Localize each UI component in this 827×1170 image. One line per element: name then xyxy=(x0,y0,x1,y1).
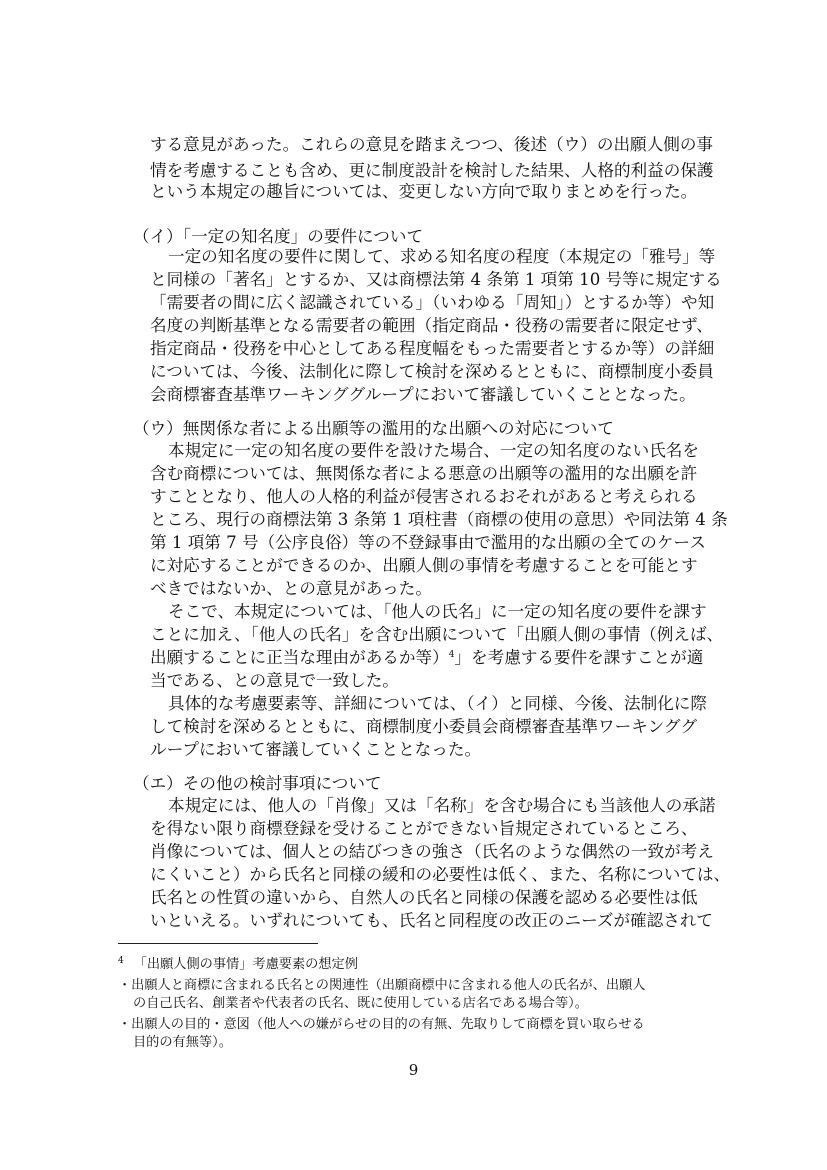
text-segment: 出願することに正当な理由があるか等） xyxy=(150,648,449,667)
text-line: ところ、現行の商標法第 3 条第 1 項柱書（商標の使用の意思）や同法第 4 条 xyxy=(150,510,728,529)
page-number: 9 xyxy=(408,1061,419,1079)
footnote-item-continuation: 目的の有無等）。 xyxy=(133,1035,232,1050)
text-line: 名度の判断基準となる需要者の範囲（指定商品・役務の需要者に限定せず、 xyxy=(150,316,713,335)
section-heading: （イ）「一定の知名度」の要件について xyxy=(133,227,424,246)
text-line: 第 1 項第 7 号（公序良俗）等の不登録事由で濫用的な出願の全てのケース xyxy=(150,533,706,552)
text-line: 氏名との性質の違いから、自然人の氏名と同様の保護を認める必要性は低 xyxy=(150,888,698,907)
text-line: 肖像については、個人との結びつきの強さ（氏名のような偶然の一致が考え xyxy=(150,842,714,861)
text-line: 「需要者の間に広く認識されている」（いわゆる「周知」）とするか等）や知 xyxy=(150,293,715,312)
text-segment: 」を考慮する要件を課すことが適 xyxy=(454,648,704,667)
footnote-title: 「出願人側の事情」考慮要素の想定例 xyxy=(133,957,358,972)
text-line: そこで、本規定については、「他人の氏名」に一定の知名度の要件を課す xyxy=(168,602,707,621)
text-line: する意見があった。これらの意見を踏まえつつ、後述（ウ）の出願人側の事 xyxy=(150,135,714,154)
text-line: 本規定に一定の知名度の要件を設けた場合、一定の知名度のない氏名を xyxy=(168,441,699,460)
text-line: して検討を深めるとともに、商標制度小委員会商標審査基準ワーキンググ xyxy=(150,717,698,736)
footnote-item-continuation: の自己氏名、創業者や代表者の氏名、既に使用している店名である場合等）。 xyxy=(133,996,588,1011)
footnote-item: ・出願人と商標に含まれる氏名との関連性（出願商標中に含まれる他人の氏名が、出願人 xyxy=(118,978,646,993)
footnote-number: 4 xyxy=(118,956,124,966)
text-line: 一定の知名度の要件に関して、求める知名度の程度（本規定の「雅号」等 xyxy=(168,247,716,266)
text-line: については、今後、法制化に際して検討を深めるとともに、商標制度小委員 xyxy=(150,362,714,381)
text-line: いといえる。いずれについても、氏名と同程度の改正のニーズが確認されて xyxy=(150,911,714,930)
text-line: 本規定には、他人の「肖像」又は「名称」を含む場合にも当該他人の承諾 xyxy=(168,796,716,815)
footnote-title-line xyxy=(118,957,358,971)
text-line: にくいこと）から氏名と同様の緩和の必要性は低く、また、名称については、 xyxy=(150,865,731,884)
text-line: 具体的な考慮要素等、詳細については、（イ）と同様、今後、法制化に際 xyxy=(168,694,707,713)
text-line: ループにおいて審議していくこととなった。 xyxy=(150,740,482,759)
text-line: を得ない限り商標登録を受けることができない旨規定されているところ、 xyxy=(150,819,698,838)
text-line: 当である、との意見で一致した。 xyxy=(150,671,399,690)
text-line: 情を考慮することも含め、更に制度設計を検討した結果、人格的利益の保護 xyxy=(150,161,714,180)
text-line: に対応することができるのか、出願人側の事情を考慮することを可能とす xyxy=(150,556,698,575)
section-heading: （エ）その他の検討事項について xyxy=(133,774,382,793)
footnote-separator xyxy=(118,943,318,944)
text-line: すこととなり、他人の人格的利益が侵害されるおそれがあると考えられる xyxy=(150,487,698,506)
footnote-reference[interactable]: 4 xyxy=(448,650,455,660)
text-line: 指定商品・役務を中心としてある程度幅をもった需要者とするか等）の詳細 xyxy=(150,339,715,358)
text-line: べきではないか、との意見があった。 xyxy=(150,579,432,598)
text-line: という本規定の趣旨については、変更しない方向で取りまとめを行った。 xyxy=(150,182,698,201)
text-line: と同様の「著名」とするか、又は商標法第 4 条第 1 項第 10 号等に規定する xyxy=(150,270,722,289)
footnote-item: ・出願人の目的・意図（他人への嫌がらせの目的の有無、先取りして商標を買い取らせる xyxy=(118,1017,645,1032)
text-line: 含む商標については、無関係な者による悪意の出願等の濫用的な出願を許 xyxy=(150,464,698,483)
text-line: 会商標審査基準ワーキンググループにおいて審議していくこととなった。 xyxy=(150,385,696,404)
text-line: ことに加え、「他人の氏名」を含む出願について「出願人側の事情（例えば、 xyxy=(150,625,724,644)
section-heading: （ウ）無関係な者による出願等の濫用的な出願への対応について xyxy=(133,419,614,438)
text-line-with-footnote-ref xyxy=(150,650,712,667)
